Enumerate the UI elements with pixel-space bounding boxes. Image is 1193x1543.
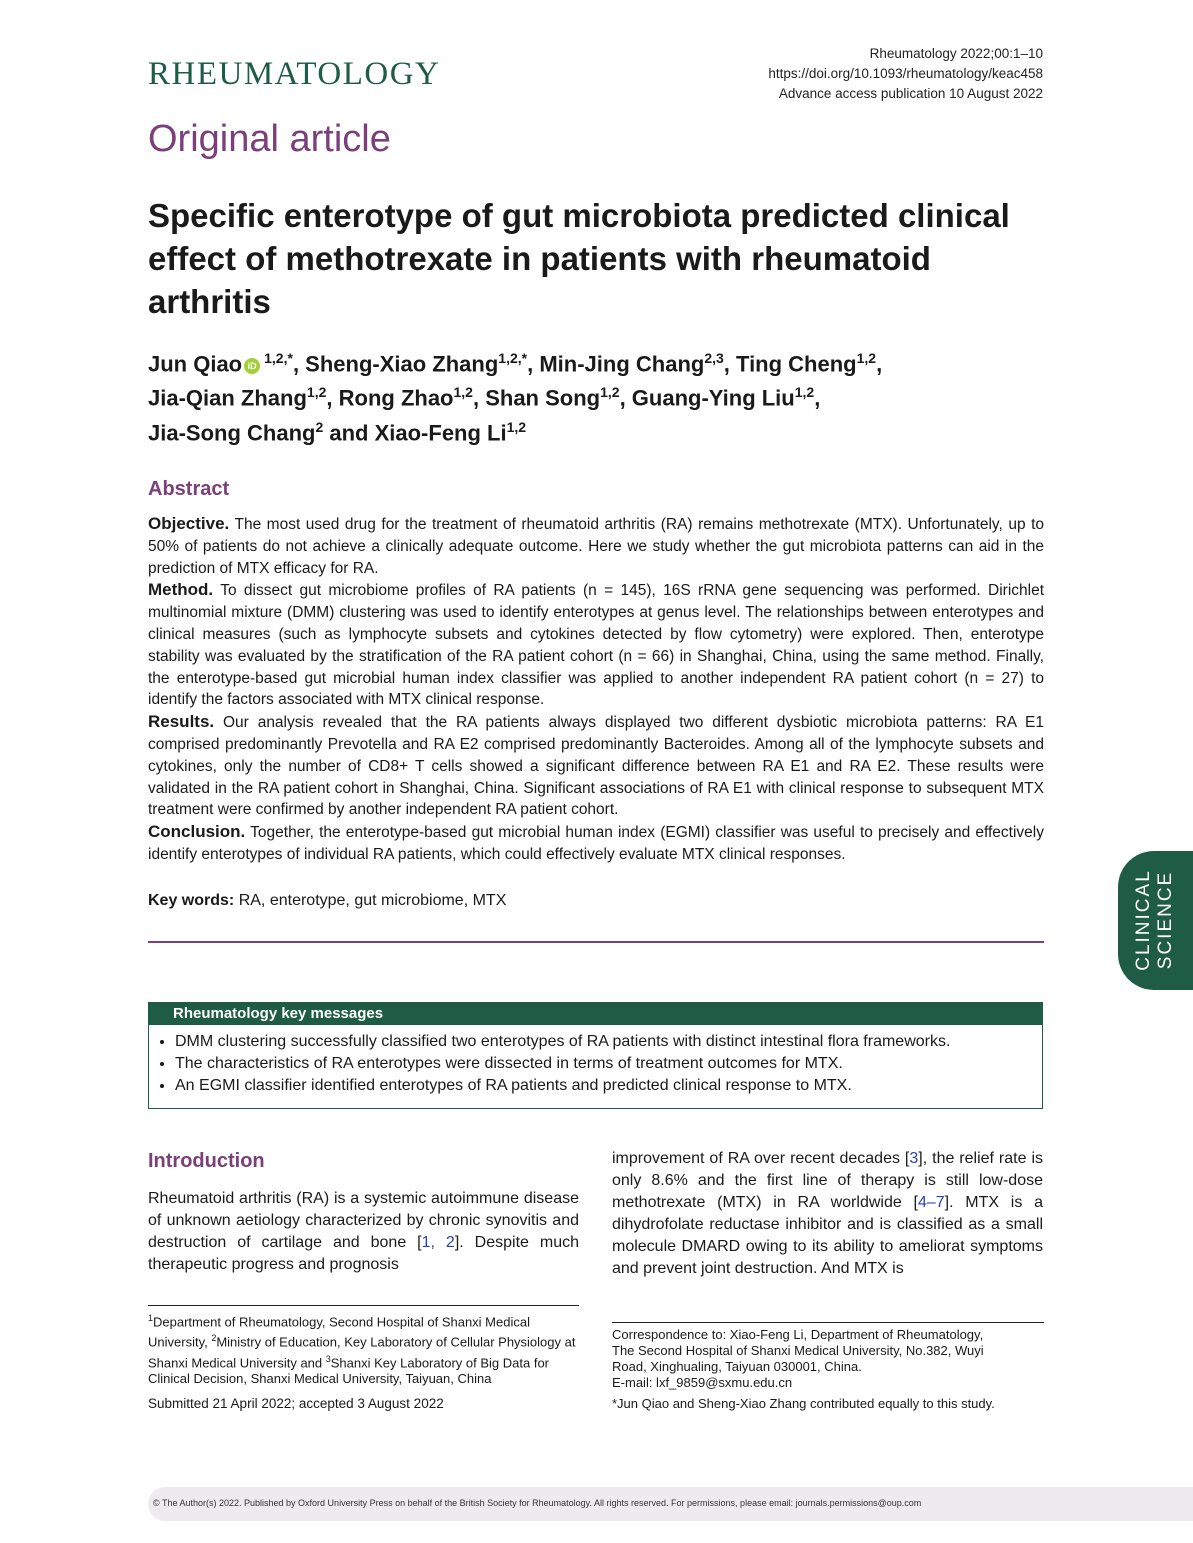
author-affil: 1,2 xyxy=(453,384,473,401)
author-affil: 1,2 xyxy=(506,418,527,435)
copyright-text: © The Author(s) 2022. Published by Oxford University Press on behalf of the British Society for Rheumatology. All rights reserved. For permissions, please email: journals.permissions@oup.com xyxy=(153,1498,922,1508)
author-name[interactable]: Min-Jing Chang xyxy=(539,351,705,377)
author-affil: 1,2 xyxy=(794,384,815,401)
affiliation-divider xyxy=(148,1305,579,1306)
introduction-left-column xyxy=(148,1188,579,1276)
author-list: Jun Qiao $iD^{1,2,*}$, Sheng-Xiao Zhang$^{1,2,*}$, Min-Jing Chang$^{2,3}$, Ting Cheng$^{1,2}$, Jia-Qian Zhang$^{1,2}$, Rong Zhao$^{1,2}$, Shan Song$^{1,2}$, Guang-Ying Liu$^{1,2}$, Jia-Song Chang$^2$ and Xiao-Feng Li$^{1,2}$ xyxy=(148,350,883,445)
key-messages-list xyxy=(149,1031,1042,1097)
author-affil: 2,3 xyxy=(704,350,724,366)
intro-text: improvement of RA over recent decades [ xyxy=(612,1150,910,1167)
intro-text: ], the relief rate is only 8.6% and the first line of therapy is still low-dose methotrexate (MTX) in RA worldwide [ xyxy=(612,1150,1043,1211)
affil-number: 1 xyxy=(148,1313,154,1323)
conclusion-label: Conclusion. xyxy=(148,822,246,842)
section-tab xyxy=(1118,851,1193,990)
conclusion-text: Together, the enterotype-based gut microbial human index (EGMI) classifier was useful to precisely and effectively identify enterotypes of individual RA patients, which could effectively evaluate MTX clinical responses. xyxy=(148,824,1044,863)
article-title: Specific enterotype of gut microbiota predicted clinical effect of methotrexate in patients with rheumatoid arthritis xyxy=(148,197,1010,320)
objective-label: Objective. xyxy=(148,514,230,533)
abstract-body xyxy=(148,513,1044,866)
results-label: Results. xyxy=(148,712,215,732)
method-text: To dissect gut microbiome profiles of RA patients (n = 145), 16S rRNA gene sequencing was performed. Dirichlet multinomial mixture (DMM) clustering was used to identify enterotypes at genus level. The relationships between enterotypes and clinical measures (such as lymphocyte subsets and cytokines detected by flow cytometry) were explored. Then, enterotype stability was evaluated by the stratification of the RA patient cohort (n = 66) in Shanghai, China, using the same method. Finally, the enterotype-based gut microbial human index classifier was applied to another independent RA patient cohort (n = 27) to identify the factors associated with MTX clinical response. xyxy=(148,582,1044,709)
tab-line: SCIENCE xyxy=(1155,870,1176,970)
copyright-footer xyxy=(148,1487,1193,1521)
author-name[interactable]: Ting Cheng xyxy=(736,351,857,377)
correspondence-line: Road, Xinghualing, Taiyuan 030001, China. xyxy=(612,1359,862,1374)
affil-text: Department of Rheumatology, Second Hospital of Shanxi Medical University, xyxy=(148,1314,530,1350)
submission-dates: Submitted 21 April 2022; accepted 3 August 2022 xyxy=(148,1396,444,1411)
affil-text: Ministry of Education, Key Laboratory of Cellular Physiology at Shanxi Medical University and xyxy=(148,1334,576,1370)
access-date: Advance access publication 10 August 2022 xyxy=(778,86,1043,101)
affil-number: 2 xyxy=(211,1333,217,1344)
author-name[interactable]: Guang-Ying Liu xyxy=(631,385,795,411)
intro-text: ]. Despite much therapeutic progress and prognosis xyxy=(148,1234,580,1273)
citation-link[interactable]: 4–7 xyxy=(917,1194,945,1211)
intro-text: ]. MTX is a dihydrofolate reductase inhibitor and is classified as a small molecule DMARD owing to its ability to ameliorat symptoms and prevent joint destruction. And MTX is xyxy=(612,1194,1044,1277)
introduction-right-column xyxy=(612,1148,1043,1280)
citation-link[interactable]: 3 xyxy=(909,1150,919,1167)
abstract-heading: Abstract xyxy=(148,478,230,500)
correspondence-line: Correspondence to: Xiao-Feng Li, Department of Rheumatology, xyxy=(612,1327,984,1342)
author-name[interactable]: Xiao-Feng Li xyxy=(374,419,507,445)
key-messages-heading: Rheumatology key messages xyxy=(149,1003,1042,1025)
orcid-icon[interactable]: iD xyxy=(244,358,260,374)
keywords-value: RA, enterotype, gut microbiome, MTX xyxy=(238,892,507,909)
method-label: Method. xyxy=(148,580,214,600)
key-messages-box xyxy=(148,1002,1043,1109)
section-tab-label xyxy=(1133,869,1177,971)
objective-text: The most used drug for the treatment of rheumatoid arthritis (RA) remains methotrexate (MTX). Unfortunately, up to 50% of patients do not achieve a clinically adequate outcome. Here we study whether the gut microbiota patterns can aid in the prediction of MTX efficacy for RA. xyxy=(148,516,1044,577)
citation: Rheumatology 2022;00:1–10 xyxy=(869,46,1043,61)
author-name[interactable]: Jia-Song Chang xyxy=(148,419,316,445)
doi-link[interactable]: https://doi.org/10.1093/rheumatology/keac458 xyxy=(768,66,1043,81)
correspondence-email[interactable]: E-mail: lxf_9859@sxmu.edu.cn xyxy=(612,1375,793,1390)
list-item: • An EGMI classifier identified enterotypes of RA patients and predicted clinical response to MTX. xyxy=(175,1075,1042,1097)
author-affil: 1,2,* xyxy=(264,350,293,366)
list-item: • The characteristics of RA enterotypes were dissected in terms of treatment outcomes for MTX. xyxy=(175,1053,1042,1075)
article-type: Original article xyxy=(148,118,391,160)
introduction-heading: Introduction xyxy=(148,1150,265,1172)
correspondence-divider xyxy=(612,1322,1044,1323)
article-meta xyxy=(768,44,1043,104)
author-affil: 1,2,* xyxy=(498,350,528,366)
tab-line: CLINICAL xyxy=(1133,869,1154,971)
list-item: • DMM clustering successfully classified two enterotypes of RA patients with distinct intestinal flora frameworks. xyxy=(175,1031,1042,1053)
author-name[interactable]: Shan Song xyxy=(485,385,601,411)
author-affil: 1,2 xyxy=(600,384,620,401)
abstract-objective xyxy=(148,513,1044,579)
abstract-conclusion xyxy=(148,821,1044,866)
affil-number: 3 xyxy=(325,1353,331,1364)
author-name[interactable]: Jia-Qian Zhang xyxy=(148,385,307,411)
keywords-label: Key words: xyxy=(148,892,235,909)
affiliations xyxy=(148,1310,579,1387)
correspondence xyxy=(612,1327,1044,1391)
author-name[interactable]: Rong Zhao xyxy=(338,385,454,411)
affil-text: Shanxi Key Laboratory of Big Data for Clinical Decision, Shanxi Medical University, Taiyuan, China xyxy=(148,1354,549,1386)
citation-link[interactable]: 1, 2 xyxy=(421,1234,455,1251)
abstract-method xyxy=(148,579,1044,711)
section-divider xyxy=(148,941,1044,943)
keywords xyxy=(148,892,506,910)
author-affil: 2 xyxy=(315,418,324,435)
author-name[interactable]: Sheng-Xiao Zhang xyxy=(305,351,499,377)
author-affil: 1,2 xyxy=(856,350,877,366)
equal-contribution-note: *Jun Qiao and Sheng-Xiao Zhang contributed equally to this study. xyxy=(612,1396,995,1411)
author-name[interactable]: Jun Qiao xyxy=(148,351,243,377)
intro-text: Rheumatoid arthritis (RA) is a systemic autoimmune disease of unknown aetiology characterized by chronic synovitis and destruction of cartilage and bone [ xyxy=(148,1190,579,1251)
results-text: Our analysis revealed that the RA patients always displayed two different dysbiotic microbiota patterns: RA E1 comprised predominantly Prevotella and RA E2 comprised predominantly Bacteroides. Among all of the lymphocyte subsets and cytokines, only the number of CD8+ T cells showed a significant difference between RA E1 and RA E2. These results were validated in the RA patient cohort in Shanghai, China. Significant associations of RA E1 with clinical response to subsequent MTX treatment were confirmed by another independent RA patient cohort. xyxy=(148,714,1044,819)
journal-name: RHEUMATOLOGY xyxy=(148,56,441,92)
author-affil: 1,2 xyxy=(306,384,327,401)
abstract-results xyxy=(148,711,1044,821)
correspondence-line: The Second Hospital of Shanxi Medical University, No.382, Wuyi xyxy=(612,1343,984,1358)
